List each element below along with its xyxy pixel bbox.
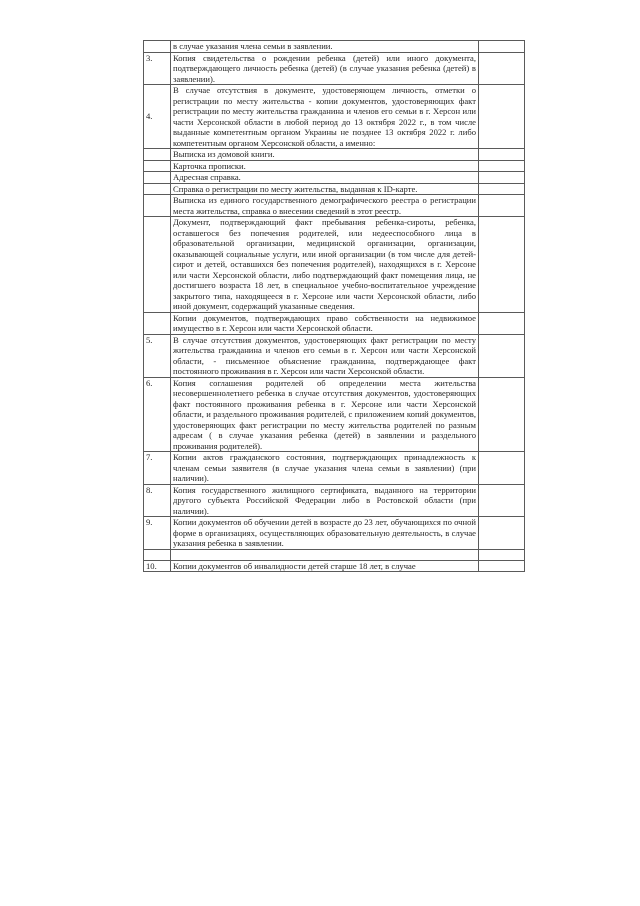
row-number: 4.: [144, 85, 171, 149]
table-row: [144, 85, 525, 149]
table-row: [144, 517, 525, 550]
row-text: Копии документов, подтверждающих право собственности на недвижимое имущество в г. Херсон или части Херсонской области.: [171, 312, 479, 334]
row-mark-cell: [479, 484, 525, 517]
row-mark-cell: [479, 217, 525, 313]
row-number: 6.: [144, 377, 171, 452]
documents-table-body: [144, 41, 525, 572]
row-text: Адресная справка.: [171, 172, 479, 184]
row-text: В случае отсутствия в документе, удостоверяющем личность, отметки о регистрации по месту жительства - копии документов, удостоверяющих факт регистрации по месту жительства гражданина и членов его семьи в г. Херсон или части Херсонской области в любой период до 13 октября 2022 г., в том числе выданные компетентным органом Украины не позднее 13 октября 2022 г. либо компетентным органом Херсонской области, а именно:: [171, 85, 479, 149]
row-mark-cell: [479, 312, 525, 334]
row-mark-cell: [479, 195, 525, 217]
table-row: [144, 160, 525, 172]
row-mark-cell: [479, 149, 525, 161]
table-row: [144, 195, 525, 217]
row-text: Документ, подтверждающий факт пребывания ребенка-сироты, ребенка, оставшегося без попечения родителей, или недееспособного лица в образовательной организации, медицинской организации, организации, оказывающей социальные услуги, или иной организации (в том числе для детей-сирот и детей, оставшихся без попечения родителей), находящихся в г. Херсоне или части Херсонской области, либо подтверждающий факт помещения лица, не достигшего возраста 18 лет, в специальное учебно-воспитательное учреждение закрытого типа, находящееся в г. Херсоне или части Херсонской области, либо иной документ, содержащий указанные сведения.: [171, 217, 479, 313]
table-row: [144, 560, 525, 572]
row-mark-cell: [479, 85, 525, 149]
row-mark-cell: [479, 560, 525, 572]
row-number: [144, 172, 171, 184]
table-row: [144, 377, 525, 452]
row-text: [171, 549, 479, 560]
row-text: Копия государственного жилищного сертификата, выданного на территории другого субъекта Российской Федерации либо в Ростовской области (при наличии).: [171, 484, 479, 517]
row-mark-cell: [479, 183, 525, 195]
row-number: [144, 149, 171, 161]
row-text: Копии документов об обучении детей в возрасте до 23 лет, обучающихся по очной форме в организациях, осуществляющих образовательную деятельность, в случае указания ребенка в заявлении.: [171, 517, 479, 550]
row-mark-cell: [479, 160, 525, 172]
table-row: [144, 484, 525, 517]
table-row: [144, 183, 525, 195]
row-mark-cell: [479, 517, 525, 550]
row-number: [144, 549, 171, 560]
row-text: В случае отсутствия документов, удостоверяющих факт регистрации по месту жительства гражданина и членов его семьи в г. Херсон или части Херсонской области, - письменное объяснение гражданина, подтверждающее факт постоянного проживания в г. Херсон или части Херсонской области.: [171, 334, 479, 377]
row-text: Копии актов гражданского состояния, подтверждающих принадлежность к членам семьи заявителя (в случае указания члена семьи в заявлении) (при наличии).: [171, 452, 479, 485]
table-row: [144, 452, 525, 485]
row-text: Справка о регистрации по месту жительства, выданная к ID-карте.: [171, 183, 479, 195]
row-number: [144, 312, 171, 334]
row-mark-cell: [479, 52, 525, 85]
row-text: Выписка из единого государственного демографического реестра о регистрации места жительства, справка о внесении сведений в этот реестр.: [171, 195, 479, 217]
row-number: [144, 41, 171, 53]
table-row: [144, 312, 525, 334]
table-row: [144, 41, 525, 53]
row-number: [144, 160, 171, 172]
row-number: [144, 183, 171, 195]
row-number: 5.: [144, 334, 171, 377]
table-row: [144, 334, 525, 377]
table-row-spacer: [144, 549, 525, 560]
row-text: Выписка из домовой книги.: [171, 149, 479, 161]
row-mark-cell: [479, 452, 525, 485]
table-row: [144, 52, 525, 85]
row-text: Копия соглашения родителей об определении места жительства несовершеннолетнего ребенка в случае отсутствия документов, удостоверяющих факт постоянного проживания ребенка в г. Херсоне или части Херсонской области, и раздельного проживания родителей, с приложением копий документов, удостоверяющих факт регистрации по месту жительства родителей по разным адресам ( в случае указания ребенка (детей) в заявлении и раздельного проживания родителей).: [171, 377, 479, 452]
row-mark-cell: [479, 334, 525, 377]
table-row: [144, 172, 525, 184]
row-mark-cell: [479, 172, 525, 184]
documents-table: [143, 40, 525, 572]
row-number: [144, 195, 171, 217]
table-row: [144, 149, 525, 161]
row-text: Копия свидетельства о рождении ребенка (детей) или иного документа, подтверждающего личность ребенка (детей) (в случае указания ребенка (детей) в заявлении).: [171, 52, 479, 85]
row-text: Копии документов об инвалидности детей старше 18 лет, в случае: [171, 560, 479, 572]
row-text: Карточка прописки.: [171, 160, 479, 172]
table-row: [144, 217, 525, 313]
row-mark-cell: [479, 377, 525, 452]
row-number: [144, 217, 171, 313]
row-mark-cell: [479, 41, 525, 53]
row-number: 9.: [144, 517, 171, 550]
row-number: 3.: [144, 52, 171, 85]
row-mark-cell: [479, 549, 525, 560]
row-number: 8.: [144, 484, 171, 517]
row-number: 10.: [144, 560, 171, 572]
row-number: 7.: [144, 452, 171, 485]
row-text: в случае указания члена семьи в заявлении.: [171, 41, 479, 53]
